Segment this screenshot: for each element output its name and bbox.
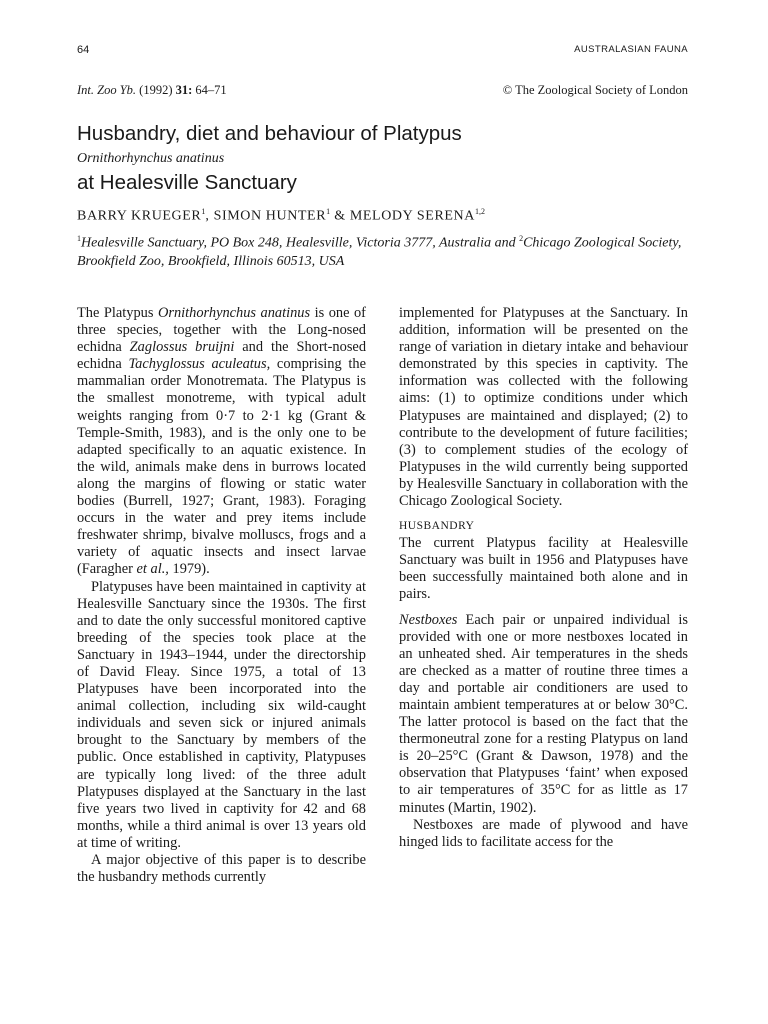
species-name: Tachyglossus aculeatus, bbox=[128, 356, 271, 373]
body-column-left bbox=[77, 305, 366, 886]
copyright-notice: © The Zoological Society of London bbox=[502, 83, 688, 97]
author-1-affiliation-mark: 1 bbox=[201, 207, 206, 216]
section-heading-husbandry: HUSBANDRY bbox=[399, 520, 475, 533]
article-title-scientific-name: Ornithorhynchus anatinus bbox=[77, 151, 225, 166]
citation-volume: 31: bbox=[175, 83, 193, 97]
citation bbox=[77, 83, 227, 98]
text-run: comprising the mammalian order Monotremata. The Platypus is the smallest monotreme, with typical adult weights ranging from 0·7 to 2·1 kg (Grant & Temple-Smith, 1983), and is the only one to be adapted specifically to an aquatic existence. In the wild, animals make dens in burrows located along the margins of flowing or static water bodies (Burrell, 1927; Grant, 1983). Foraging occurs in the water and prey items include freshwater shrimp, bivalve molluscs, frogs and a variety of aquatic insects and insect larvae (Faragher bbox=[77, 356, 366, 578]
author-1: BARRY KRUEGER bbox=[77, 208, 202, 224]
page-number: 64 bbox=[77, 44, 90, 56]
affiliations bbox=[77, 230, 689, 271]
author-3: MELODY SERENA bbox=[349, 208, 475, 224]
citation-pages: 64–71 bbox=[192, 83, 227, 97]
intro-paragraph-1 bbox=[77, 305, 366, 579]
intro-paragraph-2: Platypuses have been maintained in captivity at Healesville Sanctuary since the 1930s. The first and to date the only successful monitored captive breeding of the species took place at the Sanctuary in 1943–1944, under the directorship of David Fleay. Since 1975, a total of 13 Platypuses have been incorporated into the animal collection, including six wild-caught individuals and seven sick or injured animals brought to the Sanctuary by members of the public. Once established in captivity, Platypuses are typically long lived: of the three adult Platypuses displayed at the Sanctuary in the last five years two lived in captivity for 42 and 68 months, while a third animal is over 13 years old at time of writing. bbox=[77, 578, 366, 851]
author-2: SIMON HUNTER bbox=[213, 208, 327, 224]
species-name: Ornithorhynchus anatinus bbox=[157, 305, 311, 321]
nestboxes-paragraph-2: Nestboxes are made of plywood and have hinged lids to facilitate access for the bbox=[399, 816, 688, 850]
affiliation-mark-1: 1 bbox=[77, 234, 81, 243]
article-title-subtitle: at Healesville Sanctuary bbox=[77, 171, 297, 194]
citation-journal: Int. Zoo Yb. bbox=[77, 83, 137, 97]
text-run: is one of three species, together with the Long-nosed echidna bbox=[77, 305, 366, 356]
run-in-heading-nestboxes: Nestboxes bbox=[399, 611, 458, 628]
text-run: Each pair or unpaired individual is provided with one or more nestboxes located in an unheated shed. Air temperatures in the sheds are checked as a matter of routine three times a day and portable air conditioners are used to maintain ambient temperatures at or below 30°C. The latter protocol is based on the fact that the thermoneutral zone for a resting Platypus on land is 20–25°C (Grant & Dawson, 1978) and the observation that Platypuses ‘faint’ when exposed to air temperatures of 35°C for as little as 17 minutes (Martin, 1902). bbox=[399, 611, 688, 816]
body-column-right bbox=[399, 305, 688, 851]
running-head: AUSTRALASIAN FAUNA bbox=[574, 44, 688, 55]
author-2-affiliation-mark: 1 bbox=[326, 207, 331, 216]
paragraph-gap bbox=[399, 510, 688, 518]
affiliation-mark-2: 2 bbox=[519, 234, 524, 243]
affiliation-2: Chicago Zoological Society, Brookfield Zoo, Brookfield, Illinois 60513, USA bbox=[77, 235, 682, 269]
article-title: Husbandry, diet and behaviour of Platypus bbox=[77, 122, 462, 145]
text-run: and the Short-nosed echidna bbox=[77, 339, 367, 373]
et-al: et al., bbox=[136, 561, 169, 578]
affiliation-1: Healesville Sanctuary, PO Box 248, Healesville, Victoria 3777, Australia and bbox=[81, 235, 520, 251]
text-run: 1979). bbox=[168, 561, 210, 578]
intro-paragraph-3: A major objective of this paper is to describe the husbandry methods currently bbox=[77, 852, 366, 886]
nestboxes-paragraph bbox=[399, 612, 688, 817]
author-list: BARRY KRUEGER$^1$, SIMON HUNTER$^1$ & MELODY SERENA$^{1,2}$ bbox=[77, 207, 485, 224]
paragraph-gap bbox=[399, 604, 688, 612]
intro-paragraph-continued: implemented for Platypuses at the Sanctuary. In addition, information will be presented on the range of variation in dietary intake and behaviour demonstrated by this species in captivity. The information was collected with the following aims: (1) to optimize conditions under which Platypuses are maintained and displayed; (2) to contribute to the development of future facilities; (3) to complement studies of the ecology of Platypuses in the wild currently being supported by Healesville Sanctuary in collaboration with the Chicago Zoological Society. bbox=[399, 305, 688, 510]
species-name: Zaglossus bruijni bbox=[129, 339, 235, 356]
husbandry-paragraph-1: The current Platypus facility at Healesville Sanctuary was built in 1956 and Platypuses have been successfully maintained both alone and in pairs. bbox=[399, 535, 688, 603]
author-3-affiliation-mark: 1,2 bbox=[474, 207, 485, 216]
citation-year: (1992) bbox=[136, 83, 176, 97]
text-run: The Platypus bbox=[77, 305, 158, 321]
